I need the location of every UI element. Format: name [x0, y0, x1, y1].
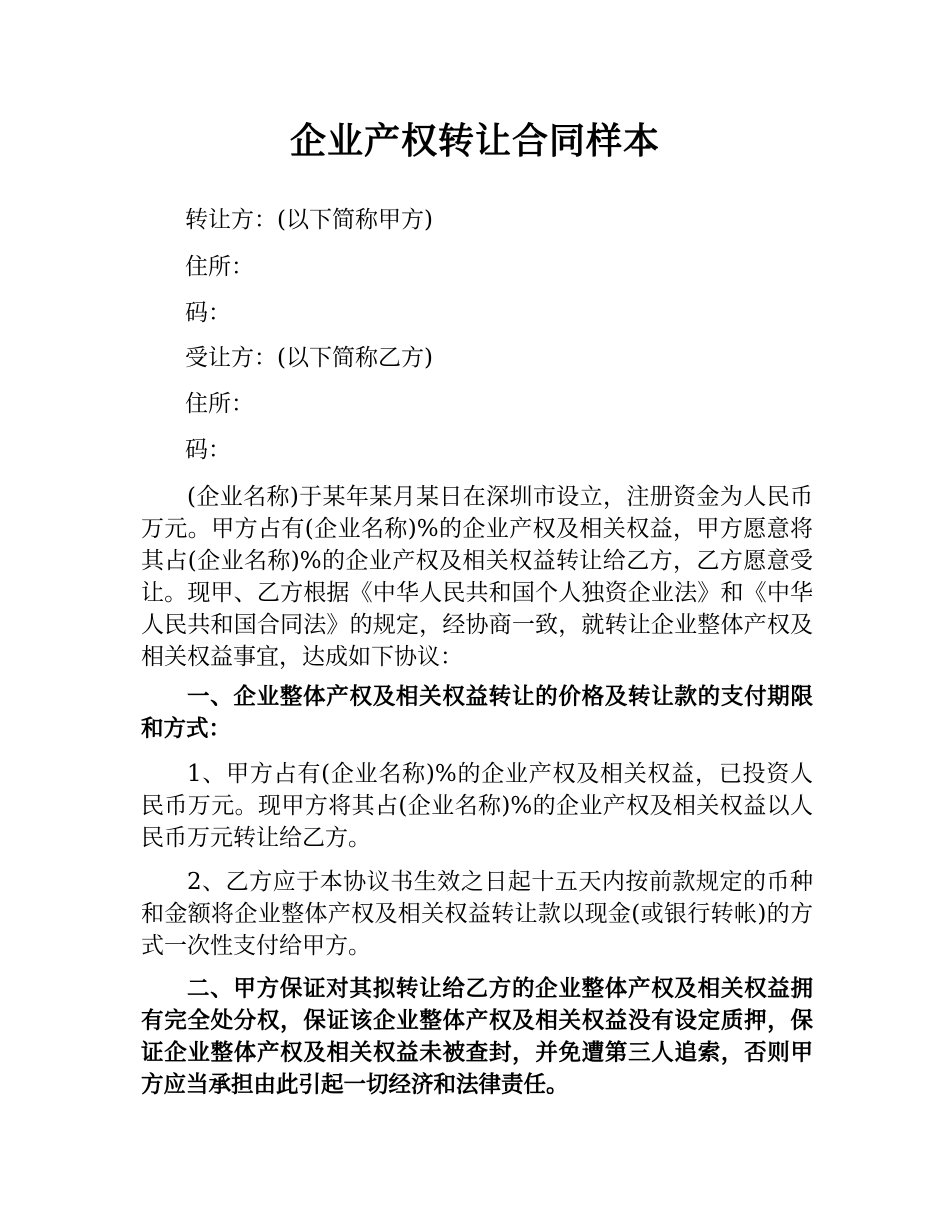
transferee-field: 受让方：(以下简称乙方) [185, 345, 433, 371]
transferee-code-field: 码： [185, 437, 231, 463]
transferor-code-field: 码： [185, 300, 231, 326]
transferor-address-field: 住所： [185, 254, 254, 280]
transferee-address-field: 住所： [185, 391, 254, 417]
document-title: 企业产权转让合同样本 [289, 121, 660, 162]
clause-one-paragraph: 1、甲方占有(企业名称)%的企业产权及相关权益，已投资人民币万元。现甲方将其占(企业名称)%的企业产权及相关权益以人民币万元转让给乙方。 [141, 761, 813, 851]
transferor-field: 转让方：(以下简称甲方) [185, 207, 433, 233]
clause-two-paragraph: 2、乙方应于本协议书生效之日起十五天内按前款规定的币种和金额将企业整体产权及相关权益转让款以现金(或银行转帐)的方式一次性支付给甲方。 [141, 869, 813, 959]
section-two-paragraph: 二、甲方保证对其拟转让给乙方的企业整体产权及相关权益拥有完全处分权，保证该企业整体产权及相关权益没有设定质押，保证企业整体产权及相关权益未被查封，并免遭第三人追索，否则甲方应当承担由此引起一切经济和法律责任。 [141, 976, 813, 1098]
intro-paragraph: (企业名称)于某年某月某日在深圳市设立，注册资金为人民币万元。甲方占有(企业名称)%的企业产权及相关权益，甲方愿意将其占(企业名称)%的企业产权及相关权益转让给乙方，乙方愿意受让。现甲、乙方根据《中华人民共和国个人独资企业法》和《中华人民共和国合同法》的规定，经协商一致，就转让企业整体产权及相关权益事宜，达成如下协议： [141, 484, 813, 670]
section-one-heading: 一、企业整体产权及相关权益转让的价格及转让款的支付期限和方式： [141, 684, 813, 742]
